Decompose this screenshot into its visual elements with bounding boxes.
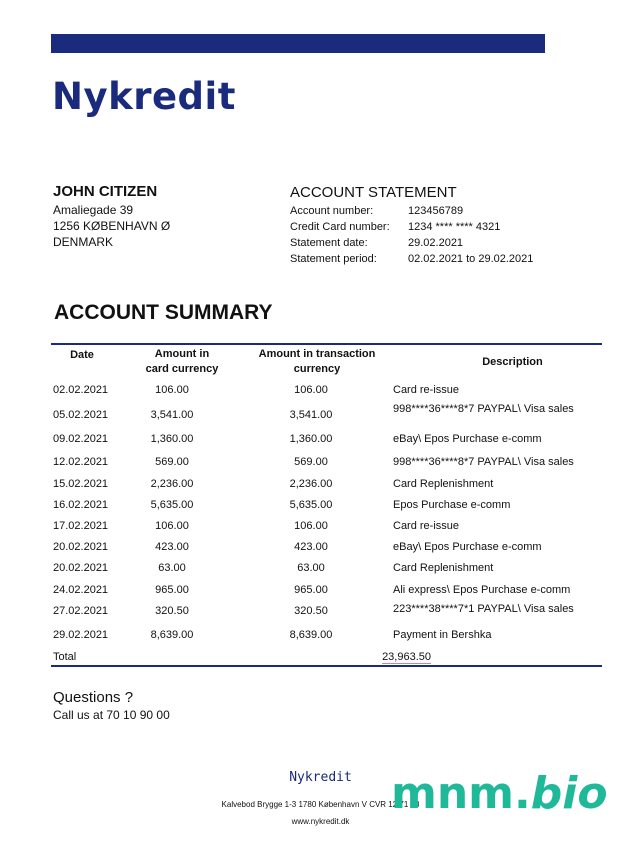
- cell-date: 02.02.2021: [53, 384, 109, 396]
- cell-amount-tx: 320.50: [294, 605, 328, 617]
- cell-date: 20.02.2021: [53, 541, 109, 553]
- cell-date: 09.02.2021: [53, 433, 109, 445]
- cell-date: 29.02.2021: [53, 629, 109, 641]
- statement-info: [290, 184, 533, 267]
- header-description: Description: [482, 356, 543, 368]
- cell-amount-tx: 5,635.00: [289, 499, 333, 511]
- table-header: [51, 345, 602, 379]
- statement-field: [290, 203, 533, 219]
- cell-date: 15.02.2021: [53, 478, 109, 490]
- cell-description: 223****38****7*1 PAYPAL\ Visa sales: [393, 603, 574, 615]
- cell-description: 998****36****8*7 PAYPAL\ Visa sales: [393, 456, 574, 468]
- table-row: [51, 401, 602, 428]
- cell-date: 12.02.2021: [53, 456, 109, 468]
- cell-description: eBay\ Epos Purchase e-comm: [393, 541, 542, 553]
- contact-line: Call us at 70 10 90 00: [53, 708, 170, 722]
- cell-date: 16.02.2021: [53, 499, 109, 511]
- cell-amount-tx: 423.00: [294, 541, 328, 553]
- cell-date: 17.02.2021: [53, 520, 109, 532]
- cell-amount-card: 1,360.00: [150, 433, 194, 445]
- total-value-cell: [113, 651, 431, 663]
- cell-description: Card Replenishment: [393, 562, 494, 574]
- customer-address: [53, 184, 170, 250]
- cell-amount-tx: 8,639.00: [289, 629, 333, 641]
- statement-field: [290, 251, 533, 267]
- statement-field-label: Account number:: [290, 205, 374, 217]
- watermark-part2: bio: [530, 768, 608, 819]
- cell-amount-card: 3,541.00: [150, 408, 194, 421]
- cell-date: 27.02.2021: [53, 605, 109, 617]
- header-amount-tx-line2: currency: [293, 363, 341, 375]
- statement-field-label: Statement date:: [290, 237, 368, 249]
- header-amount-card-line1: Amount in: [154, 348, 210, 360]
- cell-amount-tx: 3,541.00: [289, 408, 333, 421]
- table-row: [51, 621, 602, 649]
- statement-field-value: 29.02.2021: [408, 237, 464, 249]
- cell-description: Card re-issue: [393, 520, 460, 532]
- header-date: Date: [70, 349, 94, 361]
- watermark-part1: mnm.: [391, 768, 531, 819]
- customer-country: DENMARK: [53, 235, 114, 249]
- customer-street: Amaliegade 39: [53, 203, 134, 217]
- cell-amount-tx: 106.00: [294, 384, 328, 396]
- statement-field: [290, 235, 533, 251]
- bank-logo: Nykredit: [52, 75, 236, 118]
- statement-field: [290, 219, 533, 235]
- cell-amount-card: 5,635.00: [150, 499, 194, 511]
- statement-field-label: Credit Card number:: [290, 221, 390, 233]
- cell-description: Card re-issue: [393, 384, 460, 396]
- header-bar: [51, 34, 545, 53]
- cell-amount-tx: 1,360.00: [289, 433, 333, 445]
- header-amount-tx: [251, 347, 383, 377]
- header-amount-card-line2: card currency: [145, 363, 219, 375]
- table-row: [51, 379, 602, 401]
- table-row: [51, 601, 602, 621]
- cell-amount-tx: 569.00: [294, 456, 328, 468]
- statement-field-label: Statement period:: [290, 253, 377, 265]
- statement-title: ACCOUNT STATEMENT: [290, 184, 457, 201]
- statement-field-value: 123456789: [408, 205, 464, 217]
- cell-date: 20.02.2021: [53, 562, 109, 574]
- cell-description: Payment in Bershka: [393, 629, 492, 641]
- table-row: [51, 428, 602, 450]
- cell-amount-card: 106.00: [155, 520, 189, 532]
- cell-amount-card: 106.00: [155, 384, 189, 396]
- cell-amount-tx: 106.00: [294, 520, 328, 532]
- table-row: [51, 450, 602, 474]
- watermark: [391, 768, 608, 819]
- customer-name: JOHN CITIZEN: [53, 183, 158, 200]
- cell-description: Ali express\ Epos Purchase e-comm: [393, 583, 571, 596]
- cell-description: 998****36****8*7 PAYPAL\ Visa sales: [393, 403, 574, 415]
- cell-description: Epos Purchase e-comm: [393, 499, 511, 511]
- cell-date: 05.02.2021: [53, 408, 109, 421]
- header-amount-card: [113, 347, 251, 377]
- cell-amount-tx: 63.00: [297, 562, 325, 574]
- cell-date: 24.02.2021: [53, 583, 109, 596]
- footer-website: www.nykredit.dk: [291, 817, 350, 826]
- table-row: [51, 558, 602, 578]
- total-row: [51, 649, 602, 665]
- customer-city: 1256 KØBENHAVN Ø: [53, 219, 171, 233]
- transactions-table: [51, 343, 602, 667]
- cell-description: Card Replenishment: [393, 478, 494, 490]
- header-amount-tx-line1: Amount in transaction: [258, 348, 376, 360]
- questions-section: [53, 689, 170, 722]
- cell-amount-card: 320.50: [155, 605, 189, 617]
- cell-amount-tx: 965.00: [294, 583, 328, 596]
- table-row: [51, 494, 602, 516]
- cell-description: eBay\ Epos Purchase e-comm: [393, 433, 542, 445]
- summary-title: ACCOUNT SUMMARY: [54, 301, 273, 324]
- statement-field-value: 1234 **** **** 4321: [408, 221, 501, 233]
- cell-amount-card: 423.00: [155, 541, 189, 553]
- cell-amount-card: 965.00: [155, 583, 189, 596]
- footer-address: Kalvebod Brygge 1-3 1780 København V CVR 12 71 98: [221, 800, 420, 809]
- table-bottom-rule: [51, 665, 602, 667]
- total-label: Total: [53, 651, 77, 663]
- cell-amount-card: 2,236.00: [150, 478, 194, 490]
- cell-amount-card: 8,639.00: [150, 629, 194, 641]
- table-row: [51, 516, 602, 536]
- cell-amount-card: 63.00: [158, 562, 186, 574]
- total-value: 23,963.50: [382, 651, 431, 663]
- footer-logo: Nykredit: [289, 770, 352, 785]
- table-row: [51, 536, 602, 558]
- statement-field-value: 02.02.2021 to 29.02.2021: [408, 253, 534, 265]
- table-row: [51, 578, 602, 601]
- table-row: [51, 474, 602, 494]
- questions-heading: Questions ?: [53, 689, 134, 706]
- cell-amount-tx: 2,236.00: [289, 478, 333, 490]
- cell-amount-card: 569.00: [155, 456, 189, 468]
